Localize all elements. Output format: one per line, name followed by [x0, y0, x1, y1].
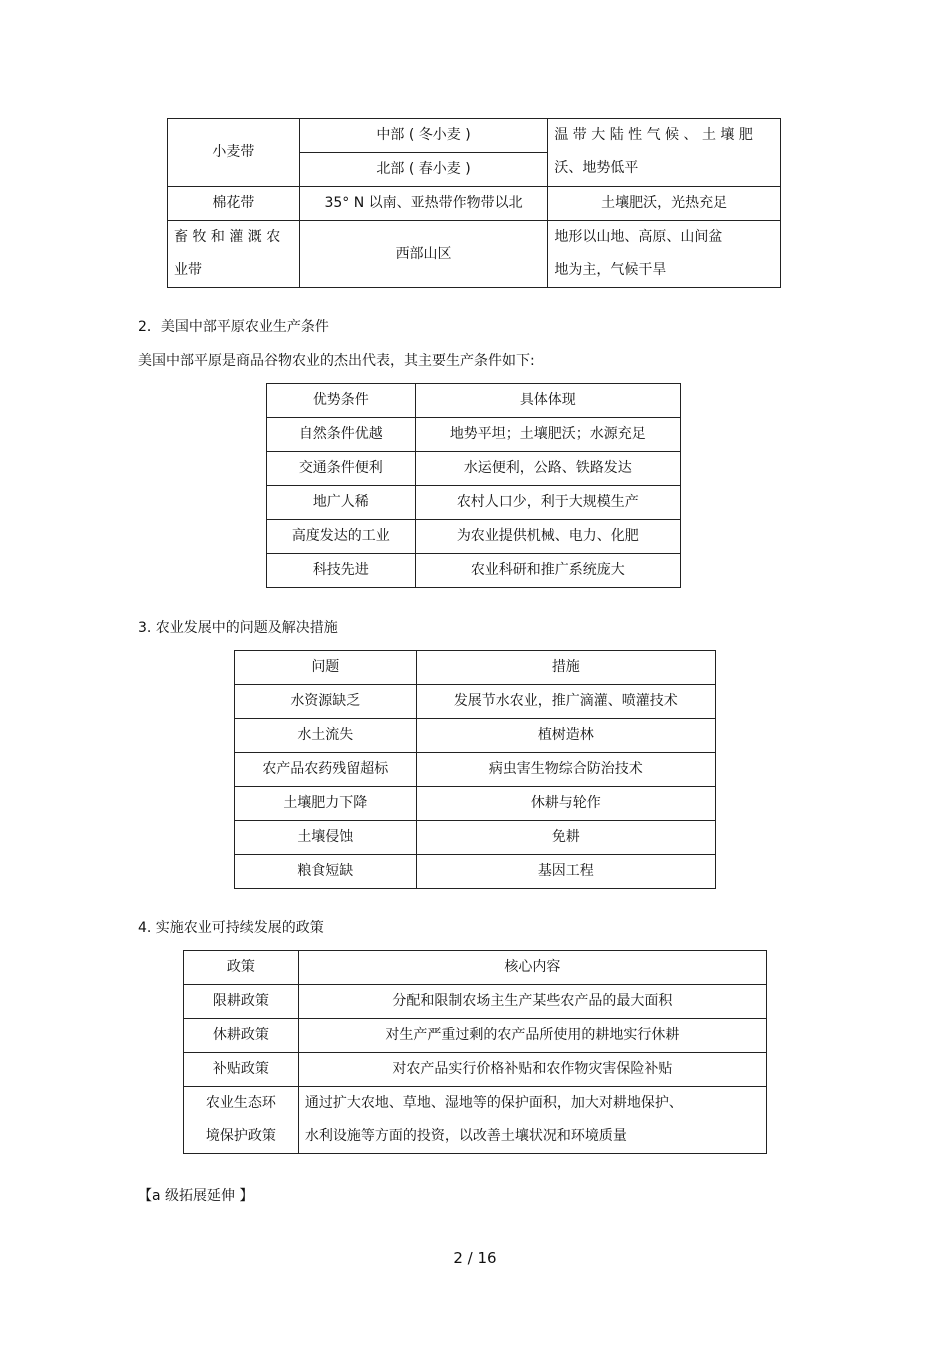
table-row — [184, 1087, 767, 1154]
policy-line: 境保护政策 — [205, 1128, 276, 1144]
condition-cell — [548, 221, 781, 288]
table-header: 政策 — [184, 951, 299, 985]
table-cell: 休耕与轮作 — [416, 787, 715, 821]
policy-line: 农业生态环 — [205, 1095, 276, 1111]
content-line: 通过扩大农地、草地、湿地等的保护面积，加大对耕地保护、 — [304, 1095, 683, 1111]
table-cell: 休耕政策 — [184, 1019, 299, 1053]
table-cell: 粮食短缺 — [235, 855, 417, 889]
content-line: 水利设施等方面的投资，以改善土壤状况和环境质量 — [304, 1128, 627, 1144]
table-row — [267, 554, 681, 588]
belt-name-livestock — [168, 221, 300, 288]
belt-name-cotton: 棉花带 — [168, 187, 300, 221]
table-header-row — [267, 384, 681, 418]
table-row — [235, 821, 716, 855]
table-cell: 水资源缺乏 — [235, 685, 417, 719]
table-cell: 限耕政策 — [184, 985, 299, 1019]
table-cell: 对生产严重过剩的农产品所使用的耕地实行休耕 — [298, 1019, 766, 1053]
belt-name-wheat: 小麦带 — [168, 119, 300, 187]
table-header: 措施 — [416, 651, 715, 685]
table-cell: 土壤侵蚀 — [235, 821, 417, 855]
table-header-row — [184, 951, 767, 985]
table-row — [235, 753, 716, 787]
condition-line: 沃、地势低平 — [554, 160, 639, 176]
policy-table — [183, 950, 767, 1154]
table-header: 核心内容 — [298, 951, 766, 985]
conditions-table — [266, 383, 681, 588]
table-cell: 病虫害生物综合防治技术 — [416, 753, 715, 787]
table-cell: 农业科研和推广系统庞大 — [415, 554, 680, 588]
section3-title: 3. 农业发展中的问题及解决措施 — [138, 620, 338, 636]
table-cell: 补贴政策 — [184, 1053, 299, 1087]
belt-line: 畜 牧 和 灌 溉 农 — [174, 229, 281, 245]
table-cell — [184, 1087, 299, 1154]
table-header: 问题 — [235, 651, 417, 685]
table-cell: 水运便利，公路、铁路发达 — [415, 452, 680, 486]
section2-intro: 美国中部平原是商品谷物农业的杰出代表，其主要生产条件如下: — [138, 353, 535, 369]
table-cell: 发展节水农业，推广滴灌、喷灌技术 — [416, 685, 715, 719]
table-header-row — [235, 651, 716, 685]
section4-title: 4. 实施农业可持续发展的政策 — [138, 920, 324, 936]
problems-table — [234, 650, 716, 889]
table-cell: 分配和限制农场主生产某些农产品的最大面积 — [298, 985, 766, 1019]
condition-line: 温 带 大 陆 性 气 候 、 土 壤 肥 — [554, 127, 753, 143]
table-cell: 农产品农药残留超标 — [235, 753, 417, 787]
table-row — [235, 855, 716, 889]
table-cell — [298, 1087, 766, 1154]
table-cell: 基因工程 — [416, 855, 715, 889]
belt-table — [167, 118, 781, 288]
table-cell: 为农业提供机械、电力、化肥 — [415, 520, 680, 554]
table-row — [267, 418, 681, 452]
table-row — [184, 985, 767, 1019]
condition-line: 地为主，气候干旱 — [554, 262, 667, 278]
table-header: 具体体现 — [415, 384, 680, 418]
condition-line: 地形以山地、高原、山间盆 — [554, 229, 723, 245]
table-row — [267, 452, 681, 486]
table-row — [184, 1019, 767, 1053]
region-cell: 中部 ( 冬小麦 ) — [299, 119, 548, 153]
table-cell: 免耕 — [416, 821, 715, 855]
table-cell: 水土流失 — [235, 719, 417, 753]
condition-cell: 土壤肥沃，光热充足 — [548, 187, 781, 221]
table-row — [267, 520, 681, 554]
table-row — [235, 787, 716, 821]
table-cell: 高度发达的工业 — [267, 520, 416, 554]
region-cell: 35° N 以南、亚热带作物带以北 — [299, 187, 548, 221]
table-cell: 地广人稀 — [267, 486, 416, 520]
table-row — [235, 719, 716, 753]
page-number: 2 / 16 — [453, 1249, 497, 1267]
table-cell: 交通条件便利 — [267, 452, 416, 486]
table-header: 优势条件 — [267, 384, 416, 418]
table-cell: 科技先进 — [267, 554, 416, 588]
region-cell: 北部 ( 春小麦 ) — [299, 153, 548, 187]
section2-title: 2．美国中部平原农业生产条件 — [138, 319, 329, 335]
region-cell: 西部山区 — [299, 221, 548, 288]
table-cell: 土壤肥力下降 — [235, 787, 417, 821]
table-row — [267, 486, 681, 520]
belt-line: 业带 — [174, 262, 202, 278]
section-a-heading: 【a 级拓展延伸 】 — [138, 1188, 254, 1204]
condition-cell — [548, 119, 781, 187]
table-cell: 地势平坦；土壤肥沃；水源充足 — [415, 418, 680, 452]
table-row — [235, 685, 716, 719]
table-cell: 对农产品实行价格补贴和农作物灾害保险补贴 — [298, 1053, 766, 1087]
table-cell: 自然条件优越 — [267, 418, 416, 452]
table-row — [184, 1053, 767, 1087]
table-cell: 植树造林 — [416, 719, 715, 753]
table-cell: 农村人口少，利于大规模生产 — [415, 486, 680, 520]
